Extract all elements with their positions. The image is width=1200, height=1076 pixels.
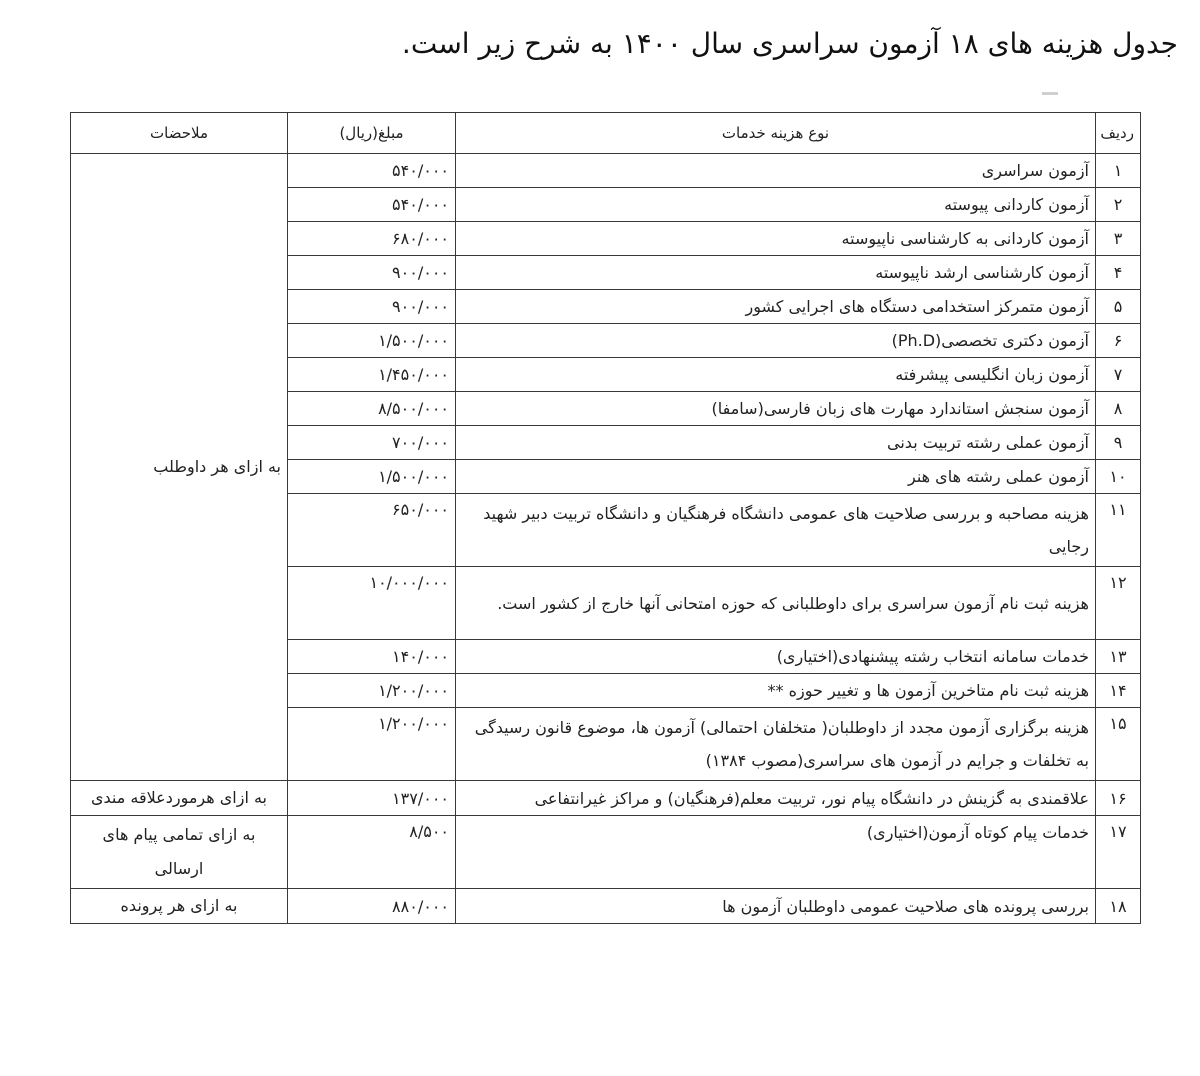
service-cell: هزینه برگزاری آزمون مجدد از داوطلبان( متخلفان احتمالی) آزمون ها، موضوع قانون رسیدگی به تخلفات و جرایم در آزمون های سراسری(مصوب ۱۳۸۴) <box>456 708 1096 781</box>
service-cell: آزمون سنجش استاندارد مهارت های زبان فارسی(سامفا) <box>456 392 1096 426</box>
row-number: ۶ <box>1096 324 1141 358</box>
service-cell: آزمون متمرکز استخدامی دستگاه های اجرایی کشور <box>456 290 1096 324</box>
amount-cell: ۱۳۷/۰۰۰ <box>288 781 456 816</box>
header-service-type: نوع هزینه خدمات <box>456 113 1096 154</box>
service-cell: آزمون زبان انگلیسی پیشرفته <box>456 358 1096 392</box>
amount-cell: ۶۸۰/۰۰۰ <box>288 222 456 256</box>
service-cell: آزمون عملی رشته های هنر <box>456 460 1096 494</box>
service-cell: خدمات سامانه انتخاب رشته پیشنهادی(اختیاری) <box>456 640 1096 674</box>
row-number: ۱۶ <box>1096 781 1141 816</box>
row-number: ۱۲ <box>1096 567 1141 640</box>
amount-cell: ۱/۲۰۰/۰۰۰ <box>288 708 456 781</box>
service-cell: هزینه مصاحبه و بررسی صلاحیت های عمومی دانشگاه فرهنگیان و دانشگاه تربیت دبیر شهید رجایی <box>456 494 1096 567</box>
header-row-number: ردیف <box>1096 113 1141 154</box>
row-number: ۱۰ <box>1096 460 1141 494</box>
table-row <box>71 781 1141 816</box>
note-cell: به ازای هر پرونده <box>71 889 288 924</box>
amount-cell: ۱۰/۰۰۰/۰۰۰ <box>288 567 456 640</box>
row-number: ۷ <box>1096 358 1141 392</box>
service-cell: آزمون سراسری <box>456 154 1096 188</box>
row-number: ۸ <box>1096 392 1141 426</box>
table-header-row <box>71 113 1141 154</box>
row-number: ۳ <box>1096 222 1141 256</box>
amount-cell: ۹۰۰/۰۰۰ <box>288 290 456 324</box>
row-number: ۲ <box>1096 188 1141 222</box>
service-cell: آزمون دکتری تخصصی(Ph.D) <box>456 324 1096 358</box>
service-cell: هزینه ثبت نام متاخرین آزمون ها و تغییر حوزه ** <box>456 674 1096 708</box>
table-row <box>71 889 1141 924</box>
service-cell: آزمون کارشناسی ارشد ناپیوسته <box>456 256 1096 290</box>
note-cell: به ازای هر داوطلب <box>71 154 288 781</box>
amount-cell: ۱/۲۰۰/۰۰۰ <box>288 674 456 708</box>
amount-cell: ۱/۵۰۰/۰۰۰ <box>288 460 456 494</box>
row-number: ۹ <box>1096 426 1141 460</box>
amount-cell: ۱۴۰/۰۰۰ <box>288 640 456 674</box>
amount-cell: ۹۰۰/۰۰۰ <box>288 256 456 290</box>
amount-cell: ۱/۴۵۰/۰۰۰ <box>288 358 456 392</box>
amount-cell: ۶۵۰/۰۰۰ <box>288 494 456 567</box>
row-number: ۱۴ <box>1096 674 1141 708</box>
amount-cell: ۱/۵۰۰/۰۰۰ <box>288 324 456 358</box>
service-cell: هزینه ثبت نام آزمون سراسری برای داوطلبانی که حوزه امتحانی آنها خارج از کشور است. <box>456 567 1096 640</box>
amount-cell: ۵۴۰/۰۰۰ <box>288 154 456 188</box>
row-number: ۱۷ <box>1096 816 1141 889</box>
table-row <box>71 154 1141 188</box>
amount-cell: ۵۴۰/۰۰۰ <box>288 188 456 222</box>
service-cell: آزمون عملی رشته تربیت بدنی <box>456 426 1096 460</box>
row-number: ۴ <box>1096 256 1141 290</box>
amount-cell: ۸/۵۰۰/۰۰۰ <box>288 392 456 426</box>
table-row <box>71 816 1141 889</box>
amount-cell: ۷۰۰/۰۰۰ <box>288 426 456 460</box>
amount-cell: ۸۸۰/۰۰۰ <box>288 889 456 924</box>
service-cell: علاقمندی به گزینش در دانشگاه پیام نور، تربیت معلم(فرهنگیان) و مراکز غیرانتفاعی <box>456 781 1096 816</box>
row-number: ۵ <box>1096 290 1141 324</box>
service-cell: آزمون کاردانی پیوسته <box>456 188 1096 222</box>
row-number: ۱۱ <box>1096 494 1141 567</box>
amount-cell: ۸/۵۰۰ <box>288 816 456 889</box>
header-notes: ملاحضات <box>71 113 288 154</box>
service-cell: آزمون کاردانی به کارشناسی ناپیوسته <box>456 222 1096 256</box>
header-amount: مبلغ(ریال) <box>288 113 456 154</box>
row-number: ۱۵ <box>1096 708 1141 781</box>
fees-table <box>70 112 1141 924</box>
row-number: ۱ <box>1096 154 1141 188</box>
divider <box>1042 92 1058 95</box>
service-cell: خدمات پیام کوتاه آزمون(اختیاری) <box>456 816 1096 889</box>
service-cell: بررسی پرونده های صلاحیت عمومی داوطلبان آزمون ها <box>456 889 1096 924</box>
note-cell: به ازای هرموردعلاقه مندی <box>71 781 288 816</box>
note-cell: به ازای تمامی پیام های ارسالی <box>71 816 288 889</box>
row-number: ۱۳ <box>1096 640 1141 674</box>
page-title: جدول هزینه های ۱۸ آزمون سراسری سال ۱۴۰۰ به شرح زیر است. <box>401 27 1178 60</box>
row-number: ۱۸ <box>1096 889 1141 924</box>
